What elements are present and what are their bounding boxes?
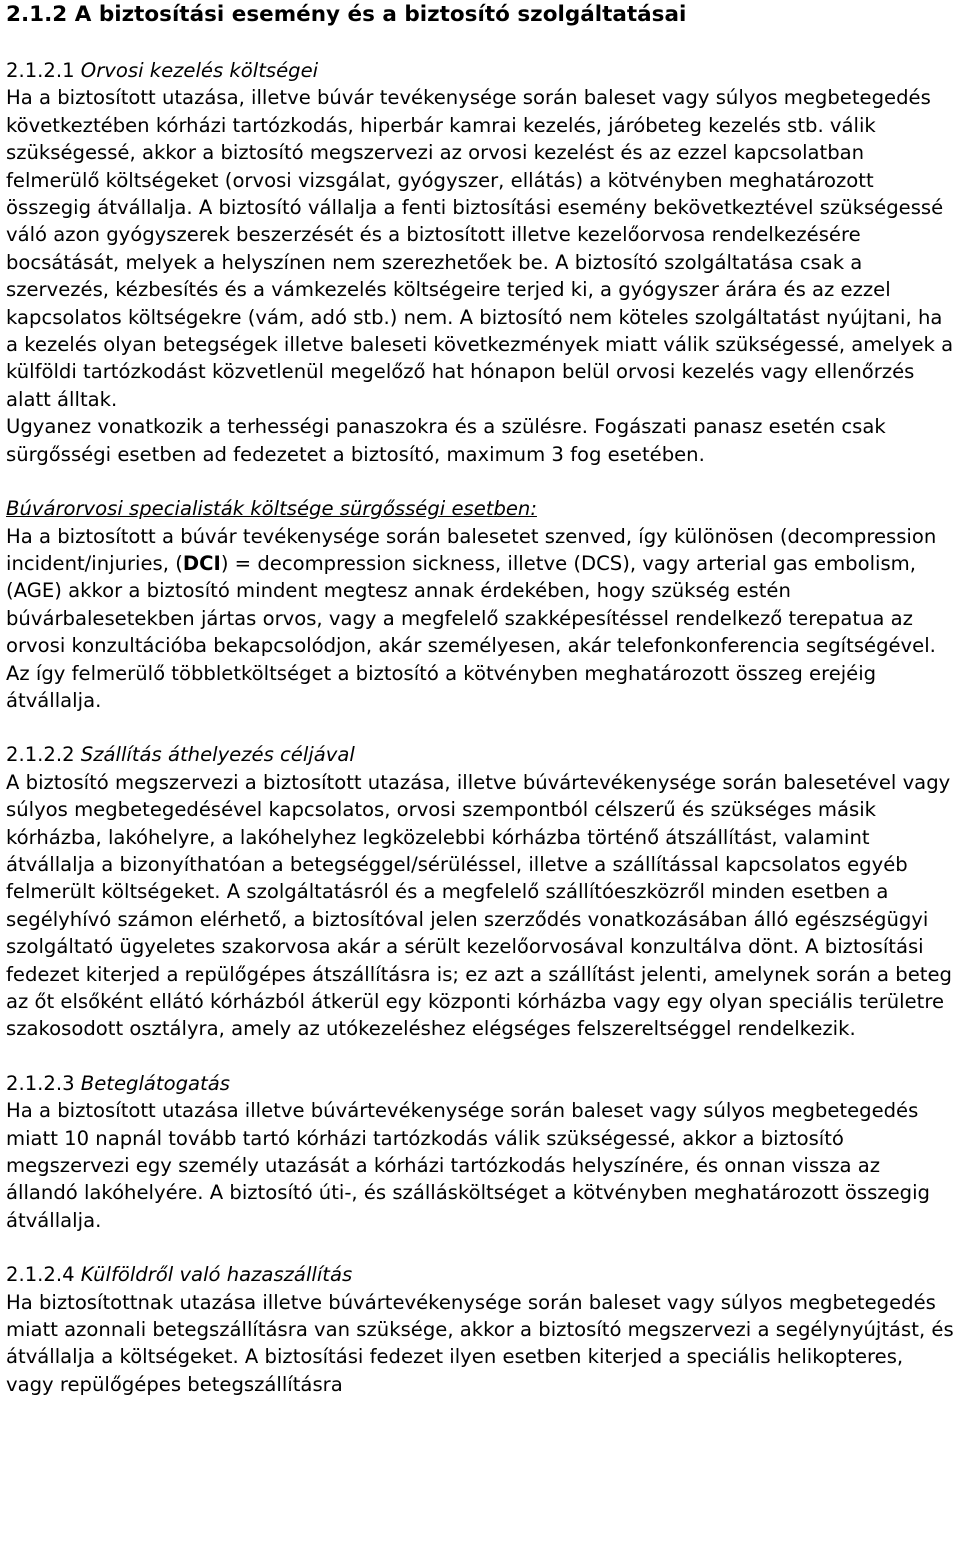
paragraph: A biztosító megszervezi a biztosított utazása, illetve búvártevékenysége során balesetével vagy súlyos megbetegedésével kapcsolatos, orvosi szempontból célszerű és szükséges másik kórházba, lakóhelyre, a lakóhelyhez legközelebbi kórházba történő átszállítást, valamint átvállalja a bizonyíthatóan a betegséggel/sérüléssel, illetve a szállítással kapcsolatos egyéb felmerült költségeket. A szolgáltatásról és a megfelelő szállítóeszközről minden esetben a segélyhívó számon elérhető, a biztosítóval jelen szerződés vonatkozásában álló egészségügyi szolgáltató ügyeletes szakorvosa akár a sérült kezelőorvosával konzultálva dönt. A biztosítási fedezet kiterjed a repülőgépes átszállításra is; ez azt a szállítást jelenti, amelynek során a beteg az őt elsőként ellátó kórházból átkerül egy központi kórházba vagy egy olyan speciális területre szakosodott osztályra, amely az utókezeléshez elégséges felszereltséggel rendelkezik.: [6, 770, 952, 1041]
section-heading: [6, 495, 954, 522]
paragraph: Ugyanez vonatkozik a terhességi panaszokra és a szülésre. Fogászati panasz esetén csak sürgősségi esetben ad fedezetet a biztosító, maximum 3 fog esetében.: [6, 415, 886, 466]
section-title: Beteglátogatás: [80, 1071, 230, 1095]
section-heading: [6, 1070, 954, 1097]
paragraph: [6, 523, 954, 715]
section-repatriation: [6, 1261, 954, 1398]
section-heading: [6, 57, 954, 84]
section-title: Orvosi kezelés költségei: [80, 59, 319, 82]
paragraph: Ha biztosítottnak utazása illetve búvártevékenysége során baleset vagy súlyos megbetegedés miatt azonnali betegszállításra van szüksége, akkor a biztosító megszervezi a segélynyújtást, és átvállalja a költségeket. A biztosítási fedezet ilyen esetben kiterjed a speciális helikopteres, vagy repülőgépes betegszállításra: [6, 1290, 954, 1396]
section-heading: [6, 741, 954, 768]
section-number: 2.1.2.2: [6, 743, 75, 767]
paragraph-text: ) = decompression sickness, illetve (DCS), vagy arterial gas embolism, (AGE) akkor a biztosító mindent megtesz annak érdekében, hogy szükség estén búvárbalesetekben jártas orvos, vagy a megfelelő szakképesítéssel rendelkező terepatua az orvosi konzultációba bekapcsolódjon, akár személyesen, akár telefonkonferencia segítségével. Az így felmerülő többletköltséget a biztosító a kötvényben meghatározott összeg erejéig átvállalja.: [6, 551, 936, 712]
paragraph-text: Ha a biztosított a búvár tevékenysége során balesetet szenved, így különösen (decompression incident/injuries, (: [6, 524, 937, 575]
paragraph: Ha a biztosított utazása illetve búvártevékenysége során baleset vagy súlyos megbetegedés miatt 10 napnál tovább tartó kórházi tartózkodás válik szükségessé, akkor a biztosító megszervezi egy személy utazását a kórházi tartózkodás helyszínére, és onnan vissza az állandó lakóhelyére. A biztosító úti-, és szállásköltséget a kötvényben meghatározott összegig átvállalja.: [6, 1099, 930, 1232]
section-number: 2.1.2.4: [6, 1263, 75, 1287]
section-diving-specialists: [6, 495, 954, 714]
section-transport: [6, 741, 954, 1042]
section-title: Külföldről való hazaszállítás: [80, 1263, 353, 1287]
section-patient-visit: [6, 1070, 954, 1234]
paragraph: Ha a biztosított utazása, illetve búvár tevékenysége során baleset vagy súlyos megbetegedés következtében kórházi tartózkodás, hiperbár kamrai kezelés, járóbeteg kezelés stb. válik szükségessé, akkor a biztosító megszervezi az orvosi kezelést és az ezzel kapcsolatban felmerülő költségeket (orvosi vizsgálat, gyógyszer, ellátás) a kötvényben meghatározott összegig átvállalja. A biztosító vállalja a fenti biztosítási esemény bekövetkeztével szükségessé váló azon gyógyszerek beszerzését és a biztosított illetve kezelőorvosa rendelkezésére bocsátását, melyek a helyszínen nem szerezhetőek be. A biztosító szolgáltatása csak a szervezés, kézbesítés és a vámkezelés költségeire terjed ki, a gyógyszer árára és az ezzel kapcsolatos költségekre (vám, adó stb.) nem. A biztosító nem köteles szolgáltatást nyújtani, ha a kezelés olyan betegségek illetve baleseti következmények miatt válik szükségessé, amelyek a külföldi tartózkodást közvetlenül megelőző hat hónapon belül orvosi kezelés vagy ellenőrzés alatt álltak.: [6, 86, 954, 411]
section-number: 2.1.2.1: [6, 59, 75, 82]
section-heading: [6, 1261, 954, 1288]
main-heading: 2.1.2 A biztosítási esemény és a biztosító szolgáltatásai: [6, 2, 687, 27]
section-number: 2.1.2.3: [6, 1071, 75, 1095]
bold-term: DCI: [182, 551, 221, 575]
section-medical-costs: [6, 57, 954, 468]
section-title: Szállítás áthelyezés céljával: [80, 743, 355, 767]
underlined-heading: Búvárorvosi specialisták költsége sürgősségi esetben:: [6, 497, 537, 521]
